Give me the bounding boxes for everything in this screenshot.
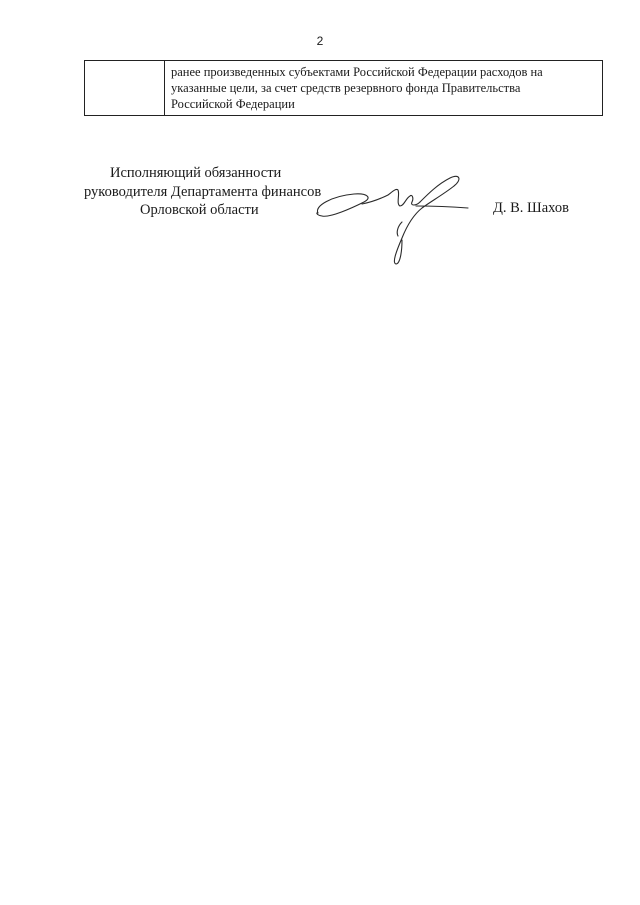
handwritten-signature — [312, 168, 477, 273]
position-line-2: руководителя Департамента финансов — [84, 184, 322, 200]
table-text-line-1: ранее произведенных субъектами Российской Федерации расходов на — [171, 65, 543, 79]
position-line-1: Исполняющий обязанности — [110, 165, 282, 181]
table-left-cell — [85, 61, 165, 115]
table-text-line-3: Российской Федерации — [171, 97, 295, 111]
table-text-line-2: указанные цели, за счет средств резервного фонда Правительства — [171, 81, 521, 95]
page-number: 2 — [316, 34, 324, 48]
signer-name: Д. В. Шахов — [493, 200, 569, 216]
table-right-cell — [165, 61, 602, 115]
continuation-table — [84, 60, 603, 116]
position-line-3: Орловской области — [140, 202, 259, 218]
